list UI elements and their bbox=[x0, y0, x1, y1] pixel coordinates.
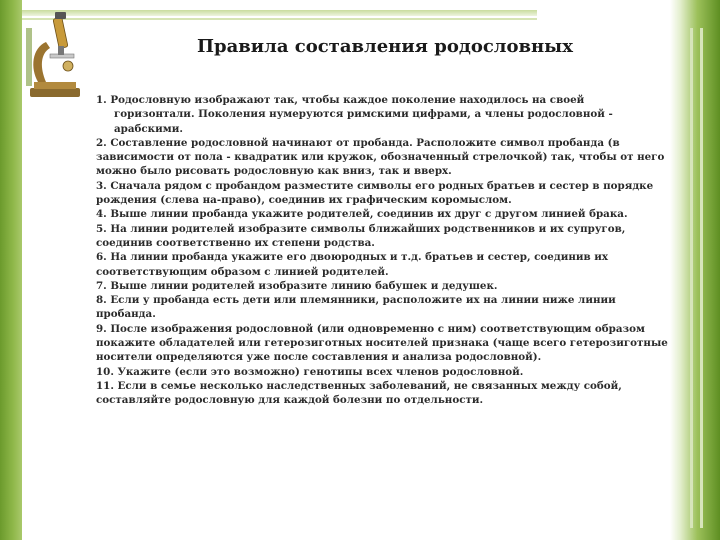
list-item: 11. Если в семье несколько наследственных заболеваний, не связанных между собой, составляйте родословную для каждой болезни по отдельности. bbox=[96, 379, 622, 407]
microscope-icon bbox=[24, 8, 86, 102]
list-item: 8. Если у пробанда есть дети или племянники, расположите их на линии ниже линии пробанда. bbox=[96, 294, 616, 321]
top-rule-thin bbox=[22, 18, 537, 20]
right-border bbox=[670, 0, 720, 540]
list-item: 3. Сначала рядом с пробандом разместите символы его родных братьев и сестер в порядке рождения (слева на-право), соединив их графическим коромыслом. bbox=[96, 179, 654, 207]
left-border bbox=[0, 0, 22, 540]
list-item: 2. Составление родословной начинают от пробанда. Расположите символ пробанда (в зависимости от пола - квадратик или кружок, обозначенный стрелочкой) так, чтобы от него можно было рисовать родословную как вниз, так и вверх. bbox=[96, 136, 665, 178]
list-item: 6. На линии пробанда укажите его двоюродных и т.д. братьев и сестер, соединив их соответствующим образом с линией родителей. bbox=[96, 251, 609, 278]
list-item: 9. После изображения родословной (или одновременно с ним) соответствующим образом покажите обладателей или гетерозиготных носителей признака (чаще всего гетерозиготные носители определяются уже после составления и анализа родословной). bbox=[96, 322, 668, 364]
rules-list bbox=[96, 93, 668, 408]
top-rule bbox=[22, 10, 537, 16]
list-item: 7. Выше линии родителей изобразите линию бабушек и дедушек. bbox=[96, 279, 498, 292]
vertical-rule bbox=[700, 28, 703, 528]
list-item: 1. Родословную изображают так, чтобы каждое поколение находилось на своей горизонтали. Поколения нумеруются римскими цифрами, а члены родословной - арабскими. bbox=[96, 94, 613, 135]
list-item: 4. Выше линии пробанда укажите родителей, соединив их друг с другом линией брака. bbox=[96, 208, 628, 221]
page-title: Правила составления родословных bbox=[197, 36, 573, 57]
vertical-rule bbox=[690, 28, 693, 528]
list-item: 10. Укажите (если это возможно) генотипы всех членов родословной. bbox=[96, 365, 524, 378]
list-item: 5. На линии родителей изобразите символы ближайших родственников и их супругов, соединив соответственно их степени родства. bbox=[96, 222, 626, 249]
